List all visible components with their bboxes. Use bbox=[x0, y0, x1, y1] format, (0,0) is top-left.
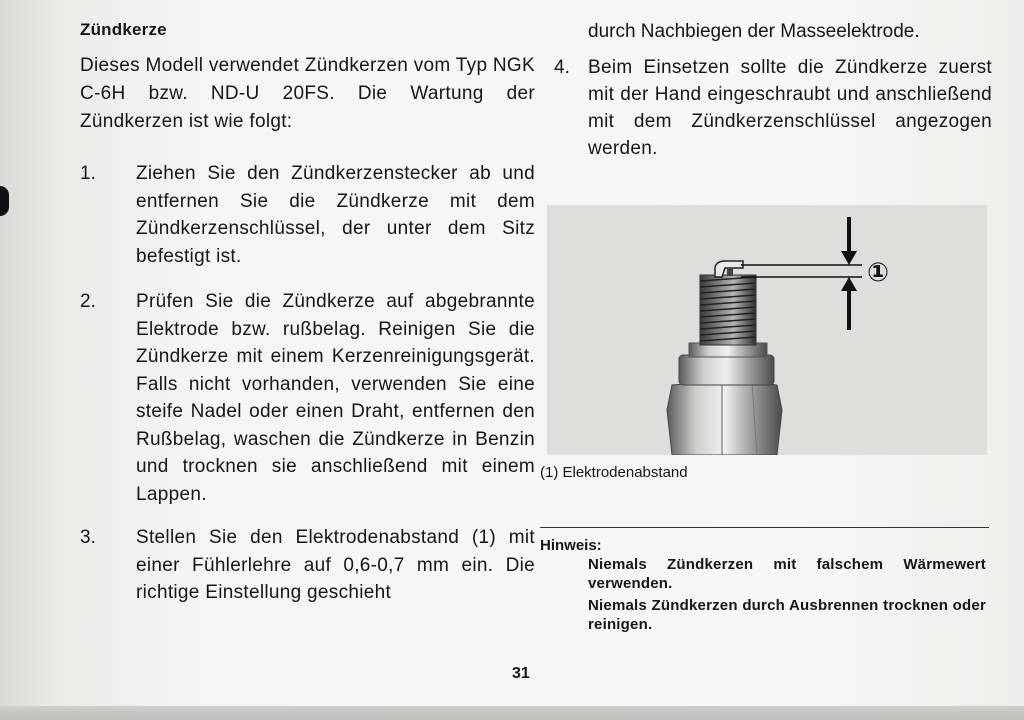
step-item bbox=[540, 54, 992, 162]
step-number: 2. bbox=[80, 291, 96, 312]
step-text: Ziehen Sie den Zündkerzenstecker ab und entfernen Sie die Zündkerze mit dem Zündkerzenschlüssel, der unter dem Sitz befestigt ist. bbox=[136, 163, 535, 267]
note-item: Niemals Zündkerzen mit falschem Wärmewert verwenden. bbox=[588, 556, 986, 592]
step-text: Stellen Sie den Elektrodenabstand (1) mit einer Fühlerlehre auf 0,6-0,7 mm ein. Die richtige Einstellung geschieht bbox=[136, 527, 535, 603]
section-title: Zündkerze bbox=[80, 20, 167, 39]
step-text: Prüfen Sie die Zündkerze auf abgebrannte Elektrode bzw. rußbelag. Reinigen Sie die Zündkerze mit einem Kerzenreinigungsgerät. Falls nicht vorhanden, verwenden Sie eine steife Nadel oder einen Draht, entfernen den Rußbelag, waschen die Zündkerze in Benzin und trocknen sie anschließend mit einem Lappen. bbox=[136, 291, 535, 505]
note-list bbox=[588, 555, 986, 637]
spark-plug-illustration bbox=[547, 205, 987, 455]
page-bottom-edge bbox=[0, 706, 1024, 720]
binding-mark bbox=[0, 186, 9, 216]
step-item bbox=[80, 160, 535, 270]
intro-paragraph: Dieses Modell verwendet Zündkerzen vom Typ NGK C-6H bzw. ND-U 20FS. Die Wartung der Zündkerzen ist wie folgt: bbox=[80, 55, 535, 132]
right-column bbox=[540, 18, 992, 162]
step-number: 3. bbox=[80, 527, 96, 548]
spark-plug-figure bbox=[547, 205, 987, 455]
note-item: Niemals Zündkerzen durch Ausbrennen trocknen oder reinigen. bbox=[588, 597, 986, 633]
note-label: Hinweis: bbox=[540, 537, 602, 554]
step-number: 4. bbox=[554, 57, 570, 78]
gap-callout: ① bbox=[867, 258, 890, 288]
step-text: Beim Einsetzen sollte die Zündkerze zuerst mit der Hand eingeschraubt und anschließend mit dem Zündkerzenschlüssel angezogen werden. bbox=[588, 57, 992, 159]
page-number: 31 bbox=[512, 665, 530, 682]
figure-caption: (1) Elektrodenabstand bbox=[540, 464, 688, 481]
left-column bbox=[80, 18, 535, 607]
step-item bbox=[80, 288, 535, 508]
divider bbox=[540, 527, 989, 528]
step-item bbox=[80, 524, 535, 607]
step-continuation: durch Nachbiegen der Masseelektrode. bbox=[588, 21, 920, 42]
step-number: 1. bbox=[80, 163, 96, 184]
